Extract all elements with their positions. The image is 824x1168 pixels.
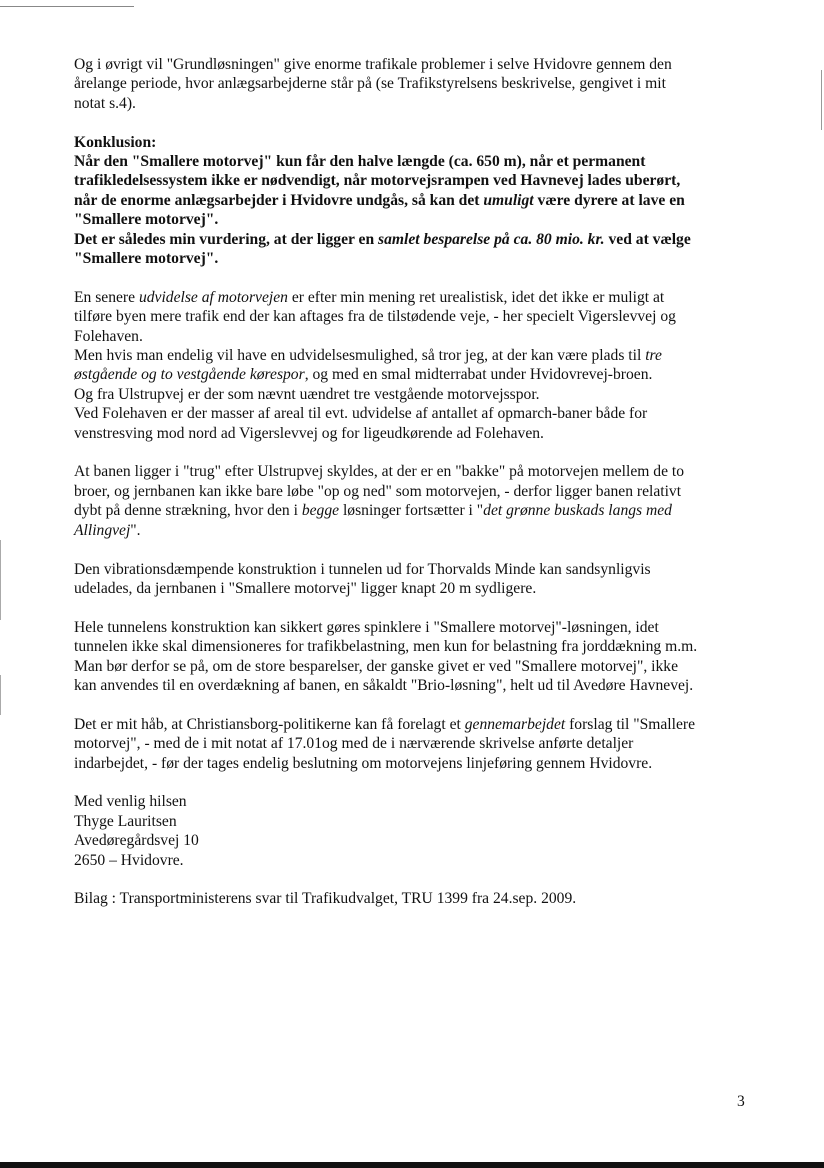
- intro-line: årelange periode, hvor anlægsarbejderne står på (se Trafikstyrelsens beskrivelse, gengivet i mit: [74, 75, 666, 93]
- railway-line: broer, og jernbanen kan ikke bare løbe "op og ned" som motorvejen, - derfor ligger banen relativt: [74, 482, 682, 500]
- conclusion-emphasis: umuligt: [483, 191, 534, 209]
- expansion-text: En senere: [74, 288, 139, 306]
- expansion-line: [74, 346, 764, 365]
- expansion-line: Ved Folehaven er der masser af areal til evt. udvidelse af antallet af opmarch-baner både for: [74, 405, 648, 423]
- hope-line: [74, 715, 764, 734]
- expansion-line: Og fra Ulstrupvej er der som nævnt uændret tre vestgående motorvejsspor.: [74, 385, 540, 403]
- conclusion-line: Når den "Smallere motorvej" kun får den halve længde (ca. 650 m), når et permanent: [74, 153, 646, 171]
- railway-emphasis: Allingvej: [74, 521, 131, 539]
- conclusion-paragraph: [74, 133, 764, 269]
- hope-emphasis: gennemarbejdet: [464, 715, 566, 733]
- expansion-line: tilføre byen mere trafik end der kan aftages fra de tilstødende veje, - her specielt Vigerslevvej og: [74, 308, 676, 326]
- railway-line: [74, 521, 764, 540]
- tunnel-line: Man bør derfor se på, om de store besparelser, der ganske givet er ved "Smallere motorvej", ikke: [74, 657, 679, 675]
- expansion-text: er efter min mening ret urealistisk, idet det ikke er muligt at: [287, 288, 665, 306]
- vibration-line: Den vibrationsdæmpende konstruktion i tunnelen ud for Thorvalds Minde kan sandsynligvis: [74, 560, 651, 578]
- tunnel-line: Hele tunnelens konstruktion kan sikkert gøres spinklere i "Smallere motorvej"-løsningen, idet: [74, 618, 659, 636]
- scan-edge-left-lower: [0, 675, 1, 715]
- signature-block: [74, 792, 764, 870]
- scan-edge-right: [821, 70, 822, 130]
- conclusion-line: trafikledelsessystem ikke er nødvendigt, når motorvejsrampen ved Havnevej lades uberørt,: [74, 172, 681, 190]
- hope-text: Det er mit håb, at Christiansborg-politikerne kan få forelagt et: [74, 715, 465, 733]
- scan-edge-bottom: [0, 1162, 824, 1168]
- conclusion-text: ved at vælge: [604, 230, 691, 248]
- conclusion-text: være dyrere at lave en: [533, 191, 685, 209]
- conclusion-line: [74, 230, 764, 249]
- hope-paragraph: [74, 715, 764, 773]
- vibration-paragraph: [74, 560, 764, 599]
- expansion-emphasis: østgående og to vestgående kørespor: [74, 366, 305, 384]
- scan-edge-top: [0, 6, 134, 7]
- railway-text: ".: [130, 521, 141, 539]
- railway-line: [74, 501, 764, 520]
- conclusion-heading: Konklusion:: [74, 133, 157, 151]
- attachment-note: [74, 889, 764, 908]
- railway-emphasis: det grønne buskads langs med: [483, 502, 672, 520]
- letter-body: [74, 55, 764, 928]
- signature-greeting: Med venlig hilsen: [74, 793, 187, 811]
- conclusion-emphasis: samlet besparelse på ca. 80 mio. kr.: [378, 230, 605, 248]
- page-number: 3: [737, 1093, 745, 1110]
- expansion-line: [74, 365, 764, 384]
- expansion-line: [74, 288, 764, 307]
- expansion-line: venstresving mod nord ad Vigerslevvej og for ligeudkørende ad Folehaven.: [74, 424, 544, 442]
- expansion-text: Men hvis man endelig vil have en udvidelsesmulighed, så tror jeg, at der kan være plads til: [74, 347, 646, 365]
- expansion-emphasis: tre: [645, 347, 662, 365]
- railway-text: løsninger fortsætter i ": [339, 502, 484, 520]
- expansion-emphasis: udvidelse af motorvejen: [138, 288, 288, 306]
- hope-line: indarbejdet, - før der tages endelig beslutning om motorvejens linjeføring gennem Hvidovre.: [74, 754, 653, 772]
- conclusion-text: Det er således min vurdering, at der ligger en: [74, 230, 379, 248]
- intro-line: Og i øvrigt vil "Grundløsningen" give enorme trafikale problemer i selve Hvidovre gennem den: [74, 56, 672, 73]
- intro-line: notat s.4).: [74, 94, 136, 112]
- hope-line: motorvej", - med de i mit notat af 17.01og med de i nærværende skrivelse anførte detaljer: [74, 735, 634, 753]
- railway-emphasis: begge: [301, 502, 340, 520]
- expansion-paragraph: [74, 288, 764, 443]
- expansion-text: , og med en smal midterrabat under Hvidovrevej-broen.: [304, 366, 653, 384]
- attachment-line: Bilag : Transportministerens svar til Trafikudvalget, TRU 1399 fra 24.sep. 2009.: [74, 890, 577, 908]
- conclusion-text: når de enorme anlægsarbejder i Hvidovre undgås, så kan det: [74, 191, 484, 209]
- signature-street: Avedøregårdsvej 10: [74, 832, 199, 850]
- tunnel-paragraph: [74, 618, 764, 696]
- intro-paragraph: [74, 55, 764, 113]
- railway-paragraph: [74, 462, 764, 540]
- conclusion-line: "Smallere motorvej".: [74, 211, 219, 229]
- signature-city: 2650 – Hvidovre.: [74, 851, 184, 869]
- tunnel-line: tunnelen ikke skal dimensioneres for trafikbelastning, men kun for belastning fra jorddækning m.m.: [74, 638, 698, 656]
- scan-edge-left-upper: [0, 540, 1, 620]
- tunnel-line: kan anvendes til en overdækning af banen, en såkaldt "Brio-løsning", helt ud til Avedøre Havnevej.: [74, 676, 694, 694]
- vibration-line: udelades, da jernbanen i "Smallere motorvej" ligger knapt 20 m sydligere.: [74, 579, 537, 597]
- railway-text: dybt på denne strækning, hvor den i: [74, 502, 302, 520]
- hope-text: forslag til "Smallere: [565, 715, 696, 733]
- signature-name: Thyge Lauritsen: [74, 812, 177, 830]
- conclusion-line: [74, 191, 764, 210]
- railway-line: At banen ligger i "trug" efter Ulstrupvej skyldes, at der er en "bakke" på motorvejen mellem de to: [74, 463, 685, 481]
- conclusion-line: "Smallere motorvej".: [74, 250, 219, 268]
- expansion-line: Folehaven.: [74, 327, 143, 345]
